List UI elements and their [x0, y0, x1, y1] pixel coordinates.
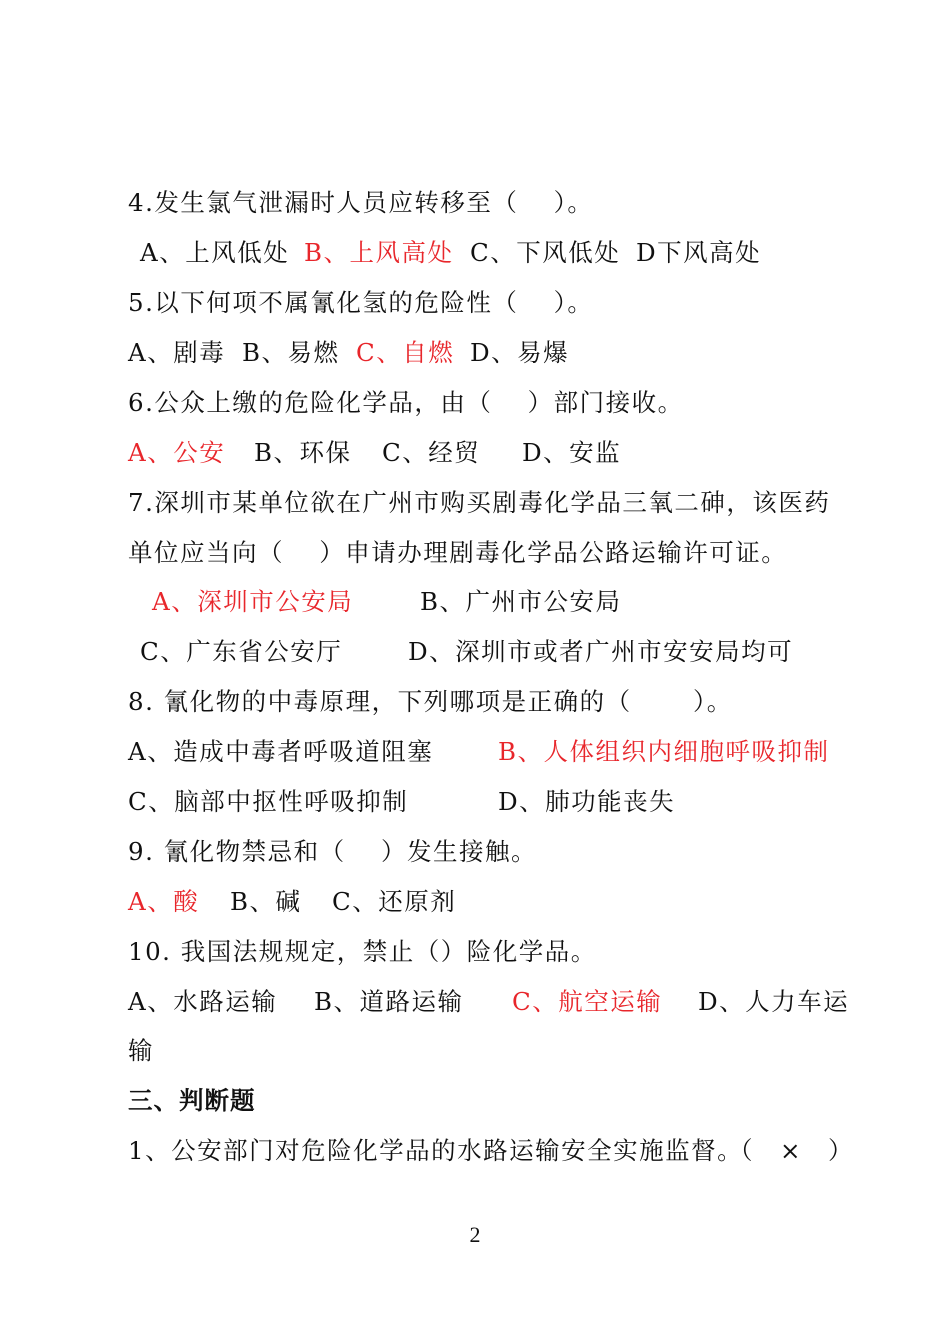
- option-a-answer: A、酸: [128, 887, 200, 916]
- option-a: A、水路运输: [128, 987, 278, 1016]
- option-d: D下风高处: [636, 238, 762, 267]
- option-c: C、还原剂: [332, 887, 457, 916]
- option-d: D、肺功能丧失: [498, 787, 676, 816]
- option-c: C、经贸: [382, 438, 481, 467]
- question-9-options: [128, 885, 828, 919]
- option-c: C、脑部中抠性呼吸抑制: [128, 787, 409, 816]
- option-b: B、道路运输: [314, 987, 464, 1016]
- tf-question-text: 1、公安部门对危险化学品的水路运输安全实施监督。: [128, 1136, 744, 1165]
- option-b: B、易燃: [242, 338, 340, 367]
- question-5-stem: 5.以下何项不属氰化氢的危险性（ ）。: [128, 288, 594, 317]
- question-8-stem: 8. 氰化物的中毒原理，下列哪项是正确的（ ）。: [128, 687, 733, 716]
- option-c: C、下风低处: [470, 238, 621, 267]
- option-d: D、深圳市或者广州市安安局均可: [408, 637, 794, 666]
- question-9-stem: 9. 氰化物禁忌和（ ）发生接触。: [128, 837, 537, 866]
- option-b-answer: B、人体组织内细胞呼吸抑制: [498, 737, 830, 766]
- question-7-stem-line2: 单位应当向（ ）申请办理剧毒化学品公路运输许可证。: [128, 538, 788, 567]
- question-7-stem-line1: 7.深圳市某单位欲在广州市购买剧毒化学品三氧二砷，该医药: [128, 488, 831, 517]
- option-b: B、环保: [254, 438, 352, 467]
- option-a: A、造成中毒者呼吸道阻塞: [128, 737, 434, 766]
- option-a: A、上风低处: [140, 238, 290, 267]
- option-c-answer: C、自燃: [356, 338, 455, 367]
- option-c-answer: C、航空运输: [512, 987, 663, 1016]
- question-8-options-row2: [128, 785, 828, 819]
- option-b: B、广州市公安局: [420, 587, 622, 616]
- option-d: D、人力车运: [698, 987, 850, 1016]
- question-4-options: [128, 236, 828, 270]
- question-10-option-wrap: 输: [128, 1036, 154, 1065]
- option-a: A、剧毒: [128, 338, 226, 367]
- question-5-options: [128, 336, 828, 370]
- option-d: D、易爆: [470, 338, 570, 367]
- question-4-stem: 4.发生氯气泄漏时人员应转移至（ ）。: [128, 188, 594, 217]
- question-7-options-row1: [128, 585, 828, 619]
- question-7-options-row2: [128, 635, 828, 669]
- option-a-answer: A、深圳市公安局: [152, 587, 354, 616]
- question-6-stem: 6.公众上缴的危险化学品，由（ ）部门接收。: [128, 388, 684, 417]
- tf-answer: （ × ）: [728, 1136, 855, 1165]
- option-c: C、广东省公安厅: [140, 637, 343, 666]
- option-b-answer: B、上风高处: [304, 238, 454, 267]
- option-a-answer: A、公安: [128, 438, 226, 467]
- option-d: D、安监: [522, 438, 622, 467]
- true-false-question-1: [128, 1134, 855, 1168]
- question-8-options-row1: [128, 735, 828, 769]
- question-10-stem: 10. 我国法规规定，禁止（）险化学品。: [128, 937, 597, 966]
- question-10-options: [128, 985, 850, 1019]
- option-b: B、碱: [230, 887, 302, 916]
- question-6-options: [128, 436, 828, 470]
- section-heading: 三、判断题: [128, 1086, 256, 1115]
- page-number: 2: [469, 1222, 481, 1247]
